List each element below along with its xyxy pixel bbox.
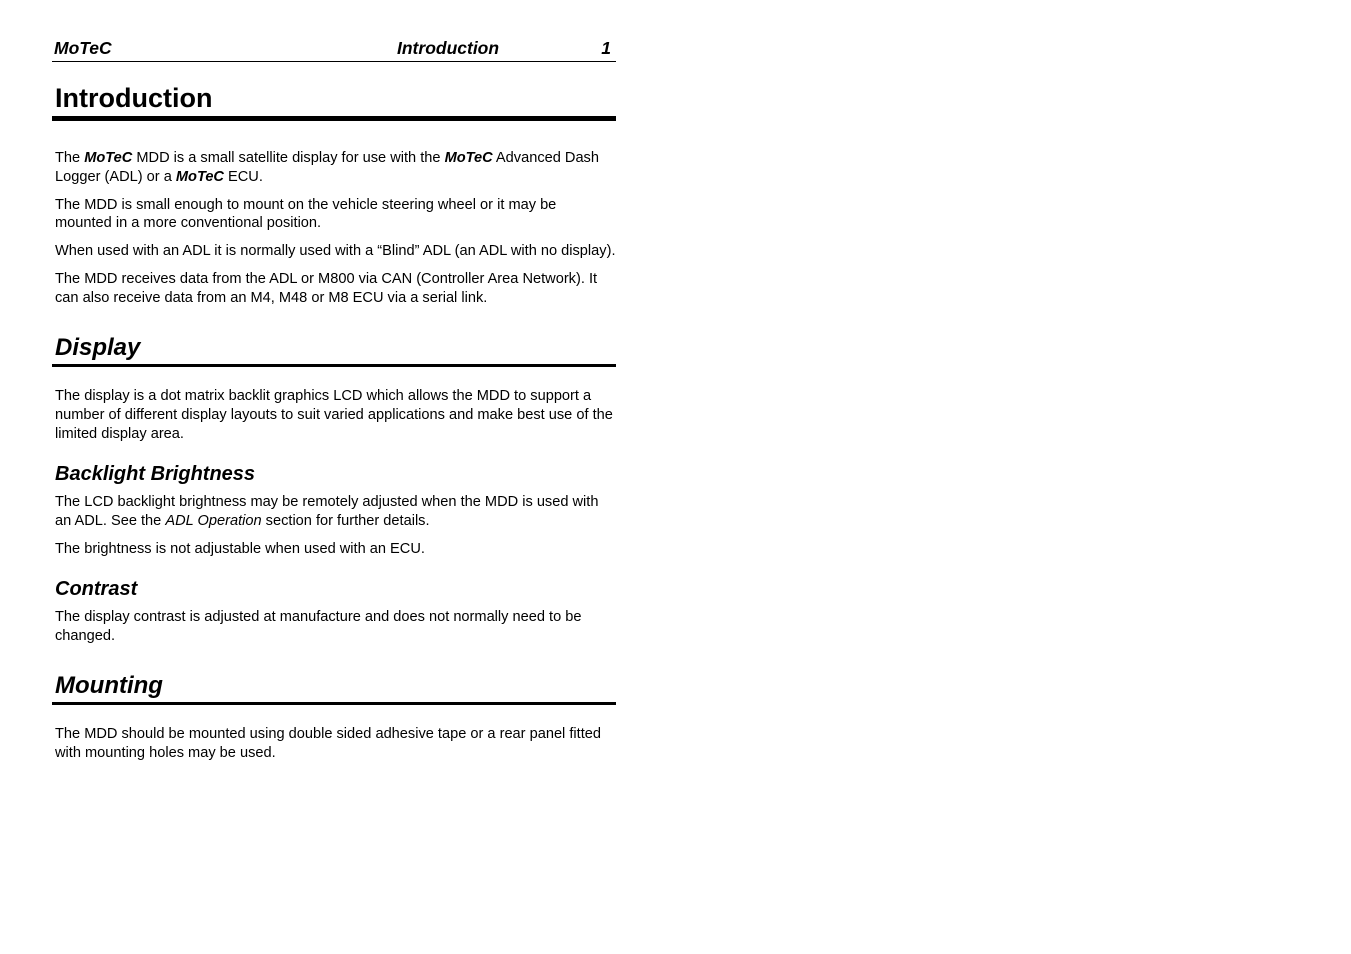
- display-paragraph-1: The display is a dot matrix backlit graphics LCD which allows the MDD to support a number of different display layouts to suit varied applications and make best use of the limited display area.: [55, 388, 613, 442]
- brand-name: MoTeC: [444, 150, 493, 166]
- header-page-number: 1: [601, 38, 611, 58]
- intro-paragraph-3: When used with an ADL it is normally used with a “Blind” ADL (an ADL with no display).: [55, 243, 616, 260]
- page-title: Introduction: [52, 82, 616, 121]
- brand-name: MoTeC: [175, 168, 224, 185]
- document-page: [52, 36, 616, 763]
- running-header: [52, 36, 616, 62]
- backlight-paragraph-2: The brightness is not adjustable when used with an ECU.: [55, 540, 425, 557]
- backlight-paragraph-1: The LCD backlight brightness may be remotely adjusted when the MDD is used with an ADL. See the ADL Operation section for further details.: [55, 494, 599, 529]
- contrast-paragraph-1: The display contrast is adjusted at manufacture and does not normally need to be changed.: [55, 609, 582, 644]
- display-heading: Display: [52, 333, 616, 367]
- mounting-paragraph-1: The MDD should be mounted using double sided adhesive tape or a rear panel fitted with mounting holes may be used.: [55, 726, 601, 762]
- intro-section: [52, 149, 616, 307]
- intro-paragraph-4: The MDD receives data from the ADL or M800 via CAN (Controller Area Network). It can also receive data from an M4, M48 or M8 ECU via a serial link.: [55, 271, 598, 306]
- section-reference: ADL Operation: [165, 512, 262, 529]
- intro-paragraph-2: The MDD is small enough to mount on the vehicle steering wheel or it may be mounted in a more conventional position.: [55, 196, 557, 232]
- mounting-heading: Mounting: [52, 671, 616, 705]
- backlight-heading: Backlight Brightness: [55, 463, 256, 486]
- contrast-heading: Contrast: [55, 578, 138, 601]
- intro-paragraph-1: The MoTeC MDD is a small satellite display for use with the MoTeC Advanced Dash Logger (ADL) or a MoTeC ECU.: [55, 150, 599, 185]
- brand-name: MoTeC: [84, 150, 133, 166]
- header-brand: MoTeC: [54, 38, 112, 58]
- header-section-title: Introduction: [397, 38, 500, 58]
